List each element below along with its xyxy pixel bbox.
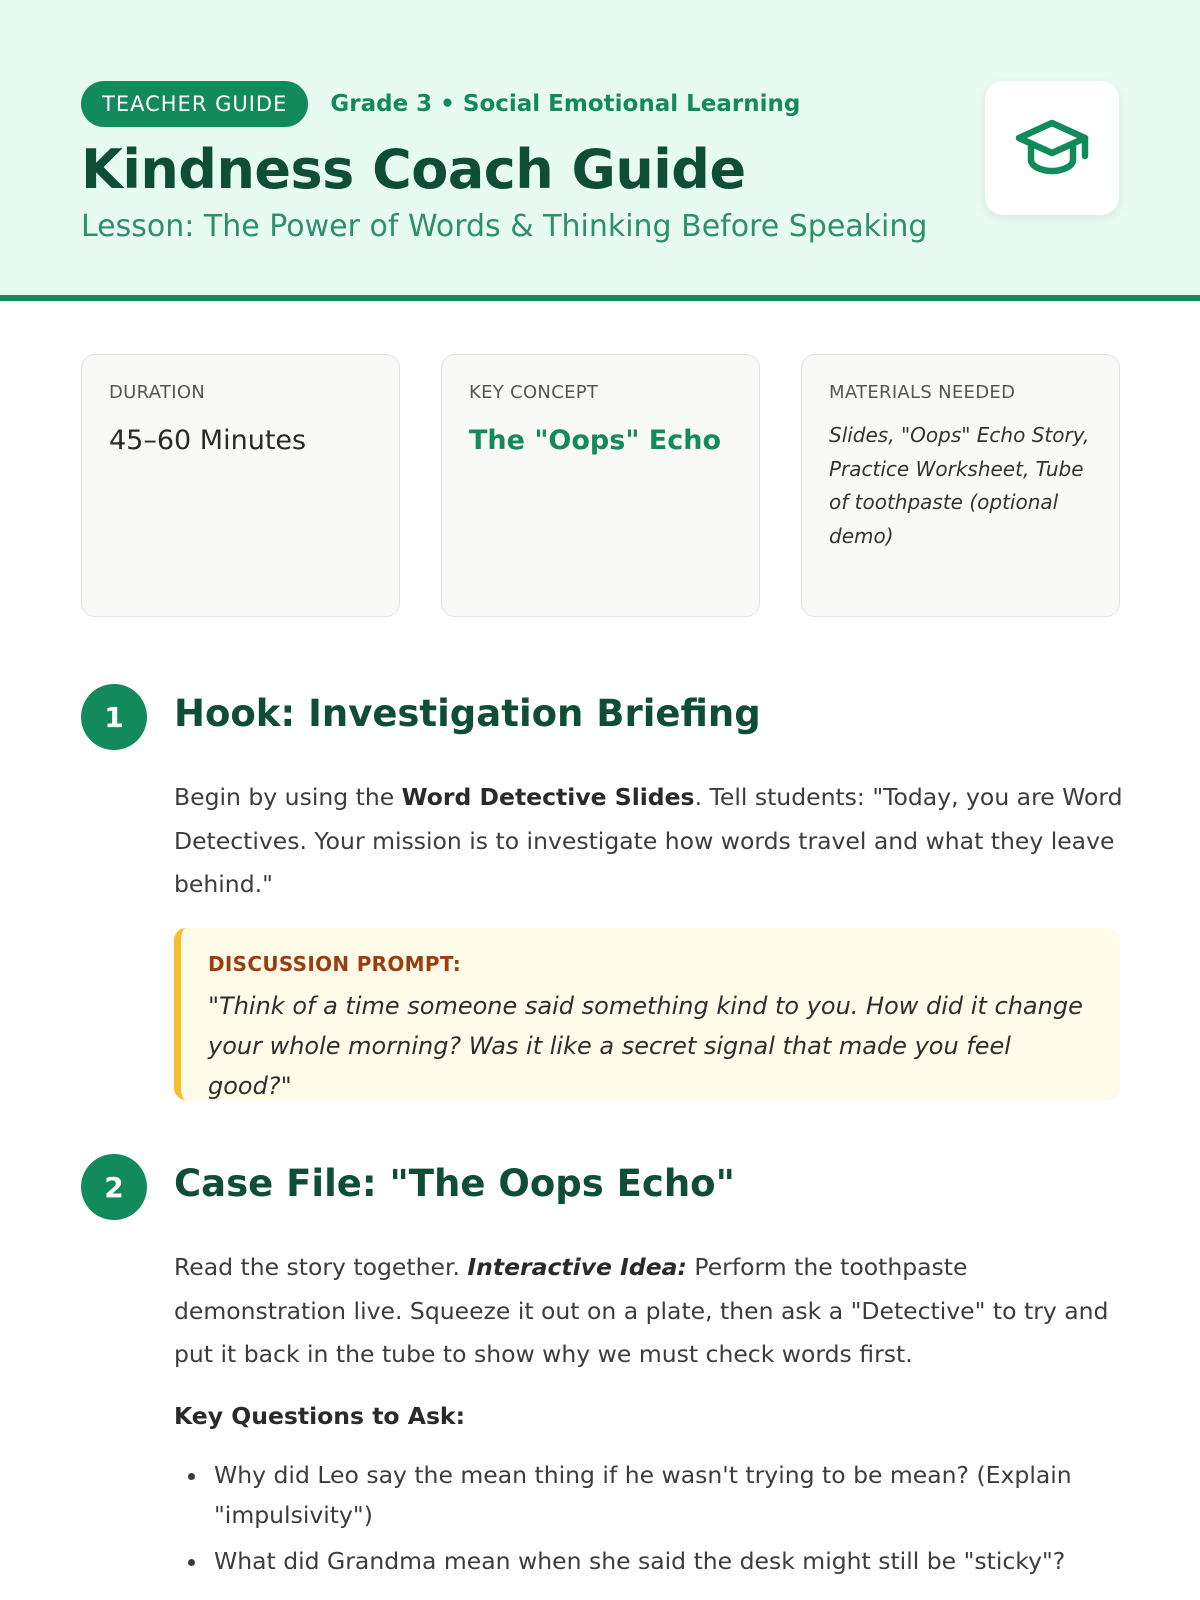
discussion-prompt-box xyxy=(174,928,1120,1100)
step-2-text-end: Perform the toothpaste demonstration live. Squeeze it out on a plate, then ask a "Detective" to try and put it back in the tube to show why we must check words first. xyxy=(174,1253,1109,1368)
badge-row xyxy=(81,81,800,127)
step-1-paragraph xyxy=(174,776,1129,907)
discussion-prompt-label: DISCUSSION PROMPT: xyxy=(208,952,461,976)
key-questions-list xyxy=(174,1455,1129,1587)
step-2-text-bold: Interactive Idea: xyxy=(467,1253,687,1281)
step-2-text-start: Read the story together. xyxy=(174,1253,468,1281)
step-2-paragraph xyxy=(174,1246,1129,1377)
step-2-title: Case File: "The Oops Echo" xyxy=(174,1162,735,1205)
graduation-cap-tile xyxy=(985,81,1119,215)
materials-label: MATERIALS NEEDED xyxy=(829,382,1016,403)
grade-subject-label: Grade 3 • Social Emotional Learning xyxy=(330,91,801,117)
teacher-guide-badge: TEACHER GUIDE xyxy=(81,81,308,127)
step-1-text-end: . Tell students: "Today, you are Word Detectives. Your mission is to investigate how words travel and what they leave behind." xyxy=(174,783,1123,898)
materials-card xyxy=(801,354,1120,617)
key-concept-card xyxy=(441,354,760,617)
key-concept-label: KEY CONCEPT xyxy=(469,382,599,403)
key-concept-value: The "Oops" Echo xyxy=(469,425,722,456)
step-1-number: 1 xyxy=(81,684,147,750)
page-header xyxy=(0,0,1200,301)
duration-card xyxy=(81,354,400,617)
graduation-cap-icon xyxy=(1014,118,1090,178)
step-1-title: Hook: Investigation Briefing xyxy=(174,692,761,735)
discussion-prompt-text: "Think of a time someone said something kind to you. How did it change your whole morning? Was it like a secret signal that made you feel good?" xyxy=(208,992,1083,1100)
materials-value: Slides, "Oops" Echo Story, Practice Worksheet, Tube of toothpaste (optional demo) xyxy=(829,423,1090,548)
duration-value: 45–60 Minutes xyxy=(109,425,307,456)
duration-label: DURATION xyxy=(109,382,206,403)
lesson-subtitle: Lesson: The Power of Words & Thinking Before Speaking xyxy=(81,209,928,244)
list-item: Why did Leo say the mean thing if he wasn't trying to be mean? (Explain "impulsivity") xyxy=(174,1455,1129,1535)
step-1-text-start: Begin by using the xyxy=(174,783,402,811)
page-title: Kindness Coach Guide xyxy=(81,138,746,201)
key-questions-heading: Key Questions to Ask: xyxy=(174,1402,465,1430)
step-2-number: 2 xyxy=(81,1154,147,1220)
step-1-text-bold: Word Detective Slides xyxy=(401,783,695,811)
list-item: What did Grandma mean when she said the desk might still be "sticky"? xyxy=(174,1541,1129,1581)
